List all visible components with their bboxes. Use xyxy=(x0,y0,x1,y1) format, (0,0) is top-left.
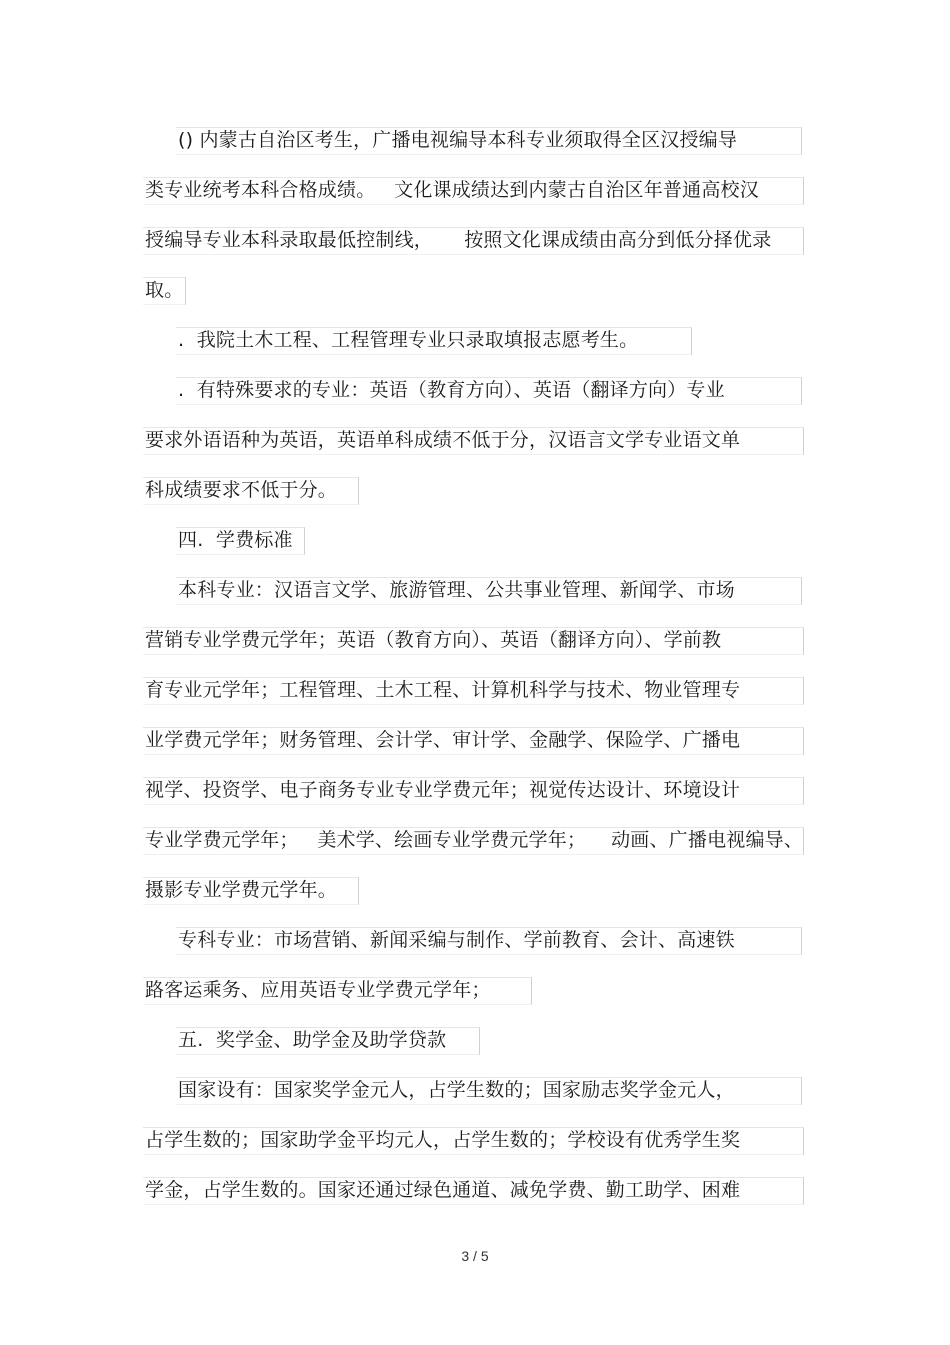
text-line: 本科专业：汉语言文学、旅游管理、公共事业管理、新闻学、市场 xyxy=(178,579,735,601)
text-line: 摄影专业学费元学年。 xyxy=(145,879,338,901)
page-number: 3 / 5 xyxy=(461,1248,489,1264)
text-line: 专业学费元学年； 美术学、绘画专业学费元学年； 动画、广播电视编导、 xyxy=(145,829,804,851)
text-line: 要求外语语种为英语，英语单科成绩不低于分，汉语言文学专业语文单 xyxy=(145,429,741,451)
text-line: 四. 学费标准 xyxy=(178,529,293,551)
text-line: 五. 奖学金、助学金及助学贷款 xyxy=(178,1029,447,1051)
text-line: 视学、投资学、电子商务专业专业学费元年；视觉传达设计、环境设计 xyxy=(145,779,741,801)
text-line: 专科专业：市场营销、新闻采编与制作、学前教育、会计、高速铁 xyxy=(178,929,735,951)
text-line: 学金，占学生数的。国家还通过绿色通道、减免学费、勤工助学、困难 xyxy=(145,1179,741,1201)
text-line: 取。 xyxy=(145,279,184,301)
text-line: () 内蒙古自治区考生，广播电视编导本科专业须取得全区汉授编导 xyxy=(178,129,738,151)
text-line: 国家设有：国家奖学金元人，占学生数的；国家励志奖学金元人， xyxy=(178,1079,735,1101)
text-line: 科成绩要求不低于分。 xyxy=(145,479,338,501)
text-line: 占学生数的；国家助学金平均元人，占学生数的；学校设有优秀学生奖 xyxy=(145,1129,741,1151)
text-line: 授编导专业本科录取最低控制线， 按照文化课成绩由高分到低分择优录 xyxy=(145,229,772,251)
text-line: 路客运乘务、应用英语专业学费元学年； xyxy=(145,979,491,1001)
text-line: . 我院土木工程、工程管理专业只录取填报志愿考生。 xyxy=(178,329,639,351)
text-line: 育专业元学年；工程管理、土木工程、计算机科学与技术、物业管理专 xyxy=(145,679,741,701)
text-line: 类专业统考本科合格成绩。 文化课成绩达到内蒙古自治区年普通高校汉 xyxy=(145,179,759,201)
text-line: . 有特殊要求的专业：英语（教育方向）、英语（翻译方向）专业 xyxy=(178,379,725,401)
text-line: 营销专业学费元学年；英语（教育方向）、英语（翻译方向）、学前教 xyxy=(145,629,722,651)
text-line: 业学费元学年；财务管理、会计学、审计学、金融学、保险学、广播电 xyxy=(145,729,741,751)
